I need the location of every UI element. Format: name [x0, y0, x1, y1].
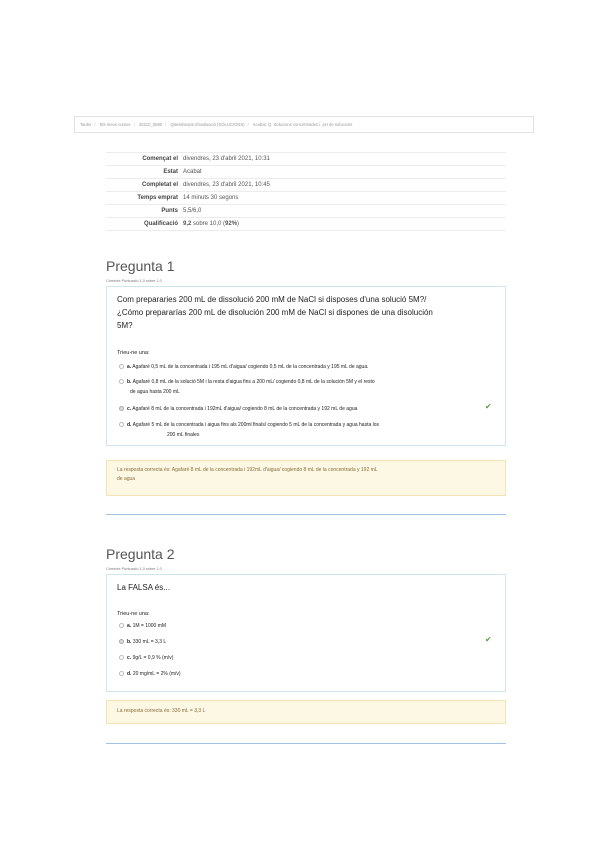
summary-row [106, 166, 506, 179]
answer-option[interactable] [119, 622, 166, 630]
question-divider [106, 514, 506, 515]
grade-score: 9,2 [183, 221, 192, 227]
attempt-summary-table [106, 152, 506, 231]
grade-end: ) [237, 221, 240, 227]
correct-answer-feedback [106, 700, 506, 724]
question-text: La FALSA és... [117, 583, 170, 592]
breadcrumb-item[interactable]: 20210_6580 [138, 122, 163, 127]
summary-label: Començat el [106, 153, 183, 166]
summary-label: Completat el [106, 179, 183, 192]
answer-prompt: Trieu-ne una: [117, 350, 150, 356]
option-letter: b. [127, 639, 132, 645]
correct-answer-feedback [106, 460, 506, 496]
option-letter: d. [127, 422, 132, 428]
radio-button[interactable] [119, 364, 124, 369]
summary-label: Estat [106, 166, 183, 179]
breadcrumb-item[interactable]: Tauler [80, 122, 92, 127]
question-text: Com prepararies 200 mL de dissolució 200 mM de NaCl si disposes d'una solució 5M?/ [117, 295, 427, 304]
breadcrumb: Tauler / Els meus cursos / 20210_6580 / Qüestionaris d'avaluació (SOLUCIONS) / Acabat: Q. Solucions concentrades i. pH de solucions [74, 116, 534, 133]
option-letter: a. [127, 623, 132, 629]
check-icon: ✔ [485, 635, 492, 644]
question-title: Pregunta 1 [106, 258, 175, 274]
summary-value: divendres, 23 d'abril 2021, 10:31 [183, 153, 506, 166]
feedback-text: de agua [117, 476, 136, 482]
radio-button[interactable] [119, 655, 124, 660]
summary-row [106, 218, 506, 231]
check-icon: ✔ [485, 402, 492, 411]
question-info: Correcte Puntuació 1,0 sobre 1,0 [106, 567, 162, 571]
answer-option[interactable] [119, 363, 369, 371]
radio-button-selected[interactable] [119, 639, 124, 644]
radio-button-selected[interactable] [119, 406, 124, 411]
question-text: ¿Cómo prepararías 200 mL de disolución 200 mM de NaCl si dispones de una disolución [117, 308, 433, 317]
feedback-text: La resposta correcta és: 330 mL = 3,3 L [117, 708, 206, 714]
option-text-continued: 200 mL finales [167, 432, 200, 438]
question-box [106, 286, 506, 446]
radio-button[interactable] [119, 623, 124, 628]
option-letter: c. [127, 406, 132, 412]
summary-row [106, 205, 506, 218]
answer-option[interactable] [119, 378, 375, 386]
summary-value: divendres, 23 d'abril 2021, 10:45 [183, 179, 506, 192]
grade-mid: sobre 10,0 ( [191, 221, 226, 227]
option-text-continued: de agua hasta 200 mL [130, 389, 180, 395]
option-text: Agafaré 0,8 mL de la solució 5M i la resta d'aigua fins a 200 mL/ cogiendo 0,8 mL de la solución 5M y el resto [132, 379, 375, 385]
question-text: 5M? [117, 321, 133, 330]
option-text: Agafaré 0,5 mL de la concentrada i 195 mL d'aigua/ cogiendo 0,5 mL de la concentrada y 195 mL de agua. [132, 364, 369, 370]
summary-label: Temps emprat [106, 192, 183, 205]
answer-option[interactable] [119, 405, 357, 413]
radio-button[interactable] [119, 671, 124, 676]
question-box [106, 574, 506, 692]
summary-row [106, 192, 506, 205]
option-letter: d. [127, 671, 132, 677]
option-letter: a. [127, 364, 132, 370]
option-letter: b. [127, 379, 132, 385]
summary-row [106, 179, 506, 192]
option-text: 9g/L = 0,9 % (m/v) [132, 655, 174, 661]
question-info: Correcte Puntuació 1,0 sobre 1,0 [106, 279, 162, 283]
breadcrumb-item[interactable]: Qüestionaris d'avaluació (SOLUCIONS) [170, 122, 245, 127]
option-text: 20 mg/mL = 2% (m/v) [132, 671, 181, 677]
summary-label: Qualificació [106, 218, 183, 231]
option-text: 330 mL = 3,3 L [132, 639, 167, 645]
answer-option[interactable] [119, 638, 166, 646]
question-title: Pregunta 2 [106, 546, 175, 562]
question-divider [106, 743, 506, 744]
radio-button[interactable] [119, 379, 124, 384]
summary-value: Acabat [183, 166, 506, 179]
summary-value: 14 minuts 30 segons [183, 192, 506, 205]
grade-value [183, 218, 506, 231]
summary-value: 5,5/6,0 [183, 205, 506, 218]
summary-row [106, 153, 506, 166]
answer-option[interactable] [119, 654, 173, 662]
answer-option[interactable] [119, 421, 379, 429]
option-letter: c. [127, 655, 132, 661]
breadcrumb-item[interactable]: Els meus cursos [99, 122, 131, 127]
option-text: Agafaré 8 mL de la concentrada i 192mL d'aigua/ cogiendo 8 mL de la concentrada y 192 mL de agua [132, 406, 358, 412]
answer-option[interactable] [119, 670, 181, 678]
option-text: Agafaré 5 mL de la concentrada i aigua fins als 200ml finals/ cogiendo 5 mL de la concentrada y agua hasta los [132, 422, 380, 428]
summary-label: Punts [106, 205, 183, 218]
option-text: 1M = 1000 mM [132, 623, 167, 629]
feedback-text: La resposta correcta és: Agafaré 8 mL de la concentrada i 192mL d'aigua/ cogiendo 8 mL de la concentrada y 192 mL [117, 467, 378, 473]
radio-button[interactable] [119, 422, 124, 427]
breadcrumb-item: Acabat: Q. Solucions concentrades i. pH de solucions [252, 122, 353, 127]
answer-prompt: Trieu-ne una: [117, 611, 150, 617]
grade-percent: 92% [225, 221, 238, 227]
